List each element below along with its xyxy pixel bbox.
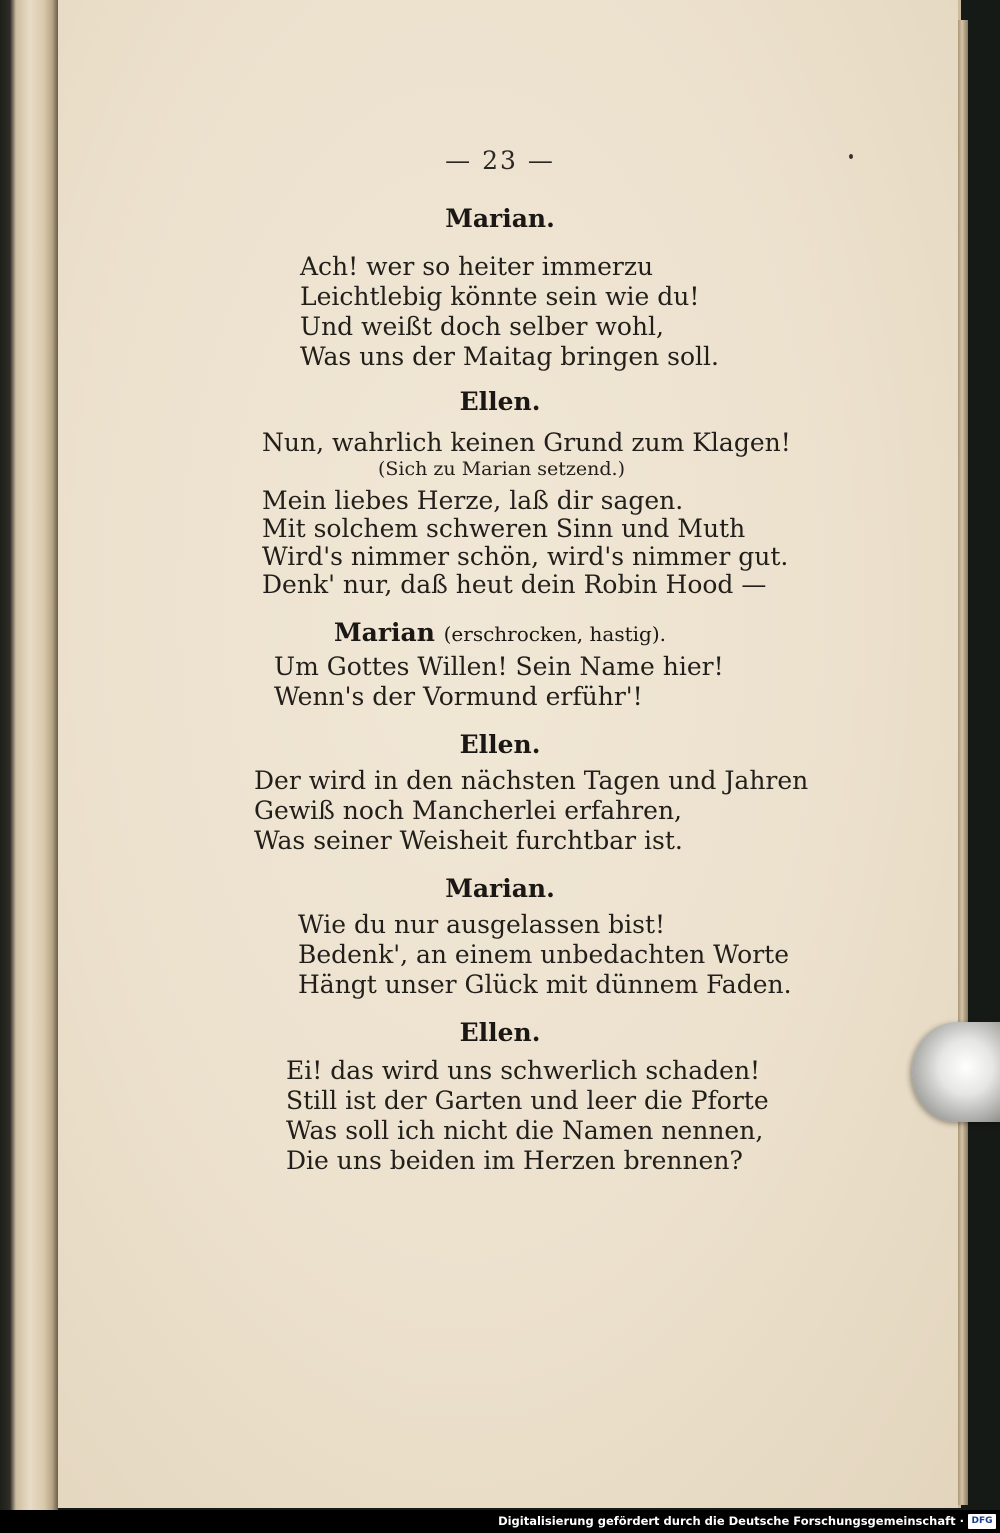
verse-line: Was uns der Maitag bringen soll. — [300, 342, 719, 371]
verse-line: Wie du nur ausgelassen bist! — [298, 910, 666, 939]
page-clip — [912, 1022, 1000, 1122]
verse-line: Wird's nimmer schön, wird's nimmer gut. — [262, 542, 789, 571]
verse-line: Gewiß noch Mancherlei erfahren, — [254, 796, 682, 825]
verse-line: Mit solchem schweren Sinn und Muth — [262, 514, 746, 543]
verse-line: Hängt unser Glück mit dünnem Faden. — [298, 970, 792, 999]
verse-line: Denk' nur, daß heut dein Robin Hood — — [262, 570, 767, 599]
speaker-marian — [0, 618, 1000, 647]
speaker-ellen: Ellen. — [459, 730, 541, 759]
dfg-logo: DFG — [968, 1514, 996, 1529]
speaker-ellen: Ellen. — [459, 387, 541, 416]
speaker-ellen: Ellen. — [459, 1018, 541, 1047]
verse-line: Ach! wer so heiter immerzu — [300, 252, 654, 281]
speaker-marian: Marian. — [445, 874, 555, 903]
verse-line: Und weißt doch selber wohl, — [300, 312, 664, 341]
verse-line: Die uns beiden im Herzen brennen? — [286, 1146, 743, 1175]
verse-line: Nun, wahrlich keinen Grund zum Klagen! — [262, 428, 791, 457]
verse-line: Bedenk', an einem unbedachten Worte — [298, 940, 790, 969]
stage-direction: (erschrocken, hastig). — [443, 622, 666, 646]
verse-line: Was seiner Weisheit furchtbar ist. — [254, 826, 683, 855]
verse-line: Um Gottes Willen! Sein Name hier! — [274, 652, 724, 681]
speaker-marian: Marian. — [445, 204, 555, 233]
page-edge — [958, 20, 968, 1505]
page-number: — 23 — — [445, 146, 555, 175]
verse-line: Wenn's der Vormund erführ'! — [274, 682, 643, 711]
verse-line: Ei! das wird uns schwerlich schaden! — [286, 1056, 761, 1085]
verse-line: Was soll ich nicht die Namen nennen, — [286, 1116, 764, 1145]
verse-line: Leichtlebig könnte sein wie du! — [300, 282, 700, 311]
digitization-credit: Digitalisierung gefördert durch die Deutsche Forschungsgemeinschaft · — [498, 1514, 964, 1528]
speaker-name: Marian — [333, 618, 435, 647]
verse-line: Der wird in den nächsten Tagen und Jahren — [254, 766, 809, 795]
verse-line: Still ist der Garten und leer die Pforte — [286, 1086, 769, 1115]
stage-direction: (Sich zu Marian setzend.) — [378, 458, 625, 480]
verse-line: Mein liebes Herze, laß dir sagen. — [262, 486, 684, 515]
